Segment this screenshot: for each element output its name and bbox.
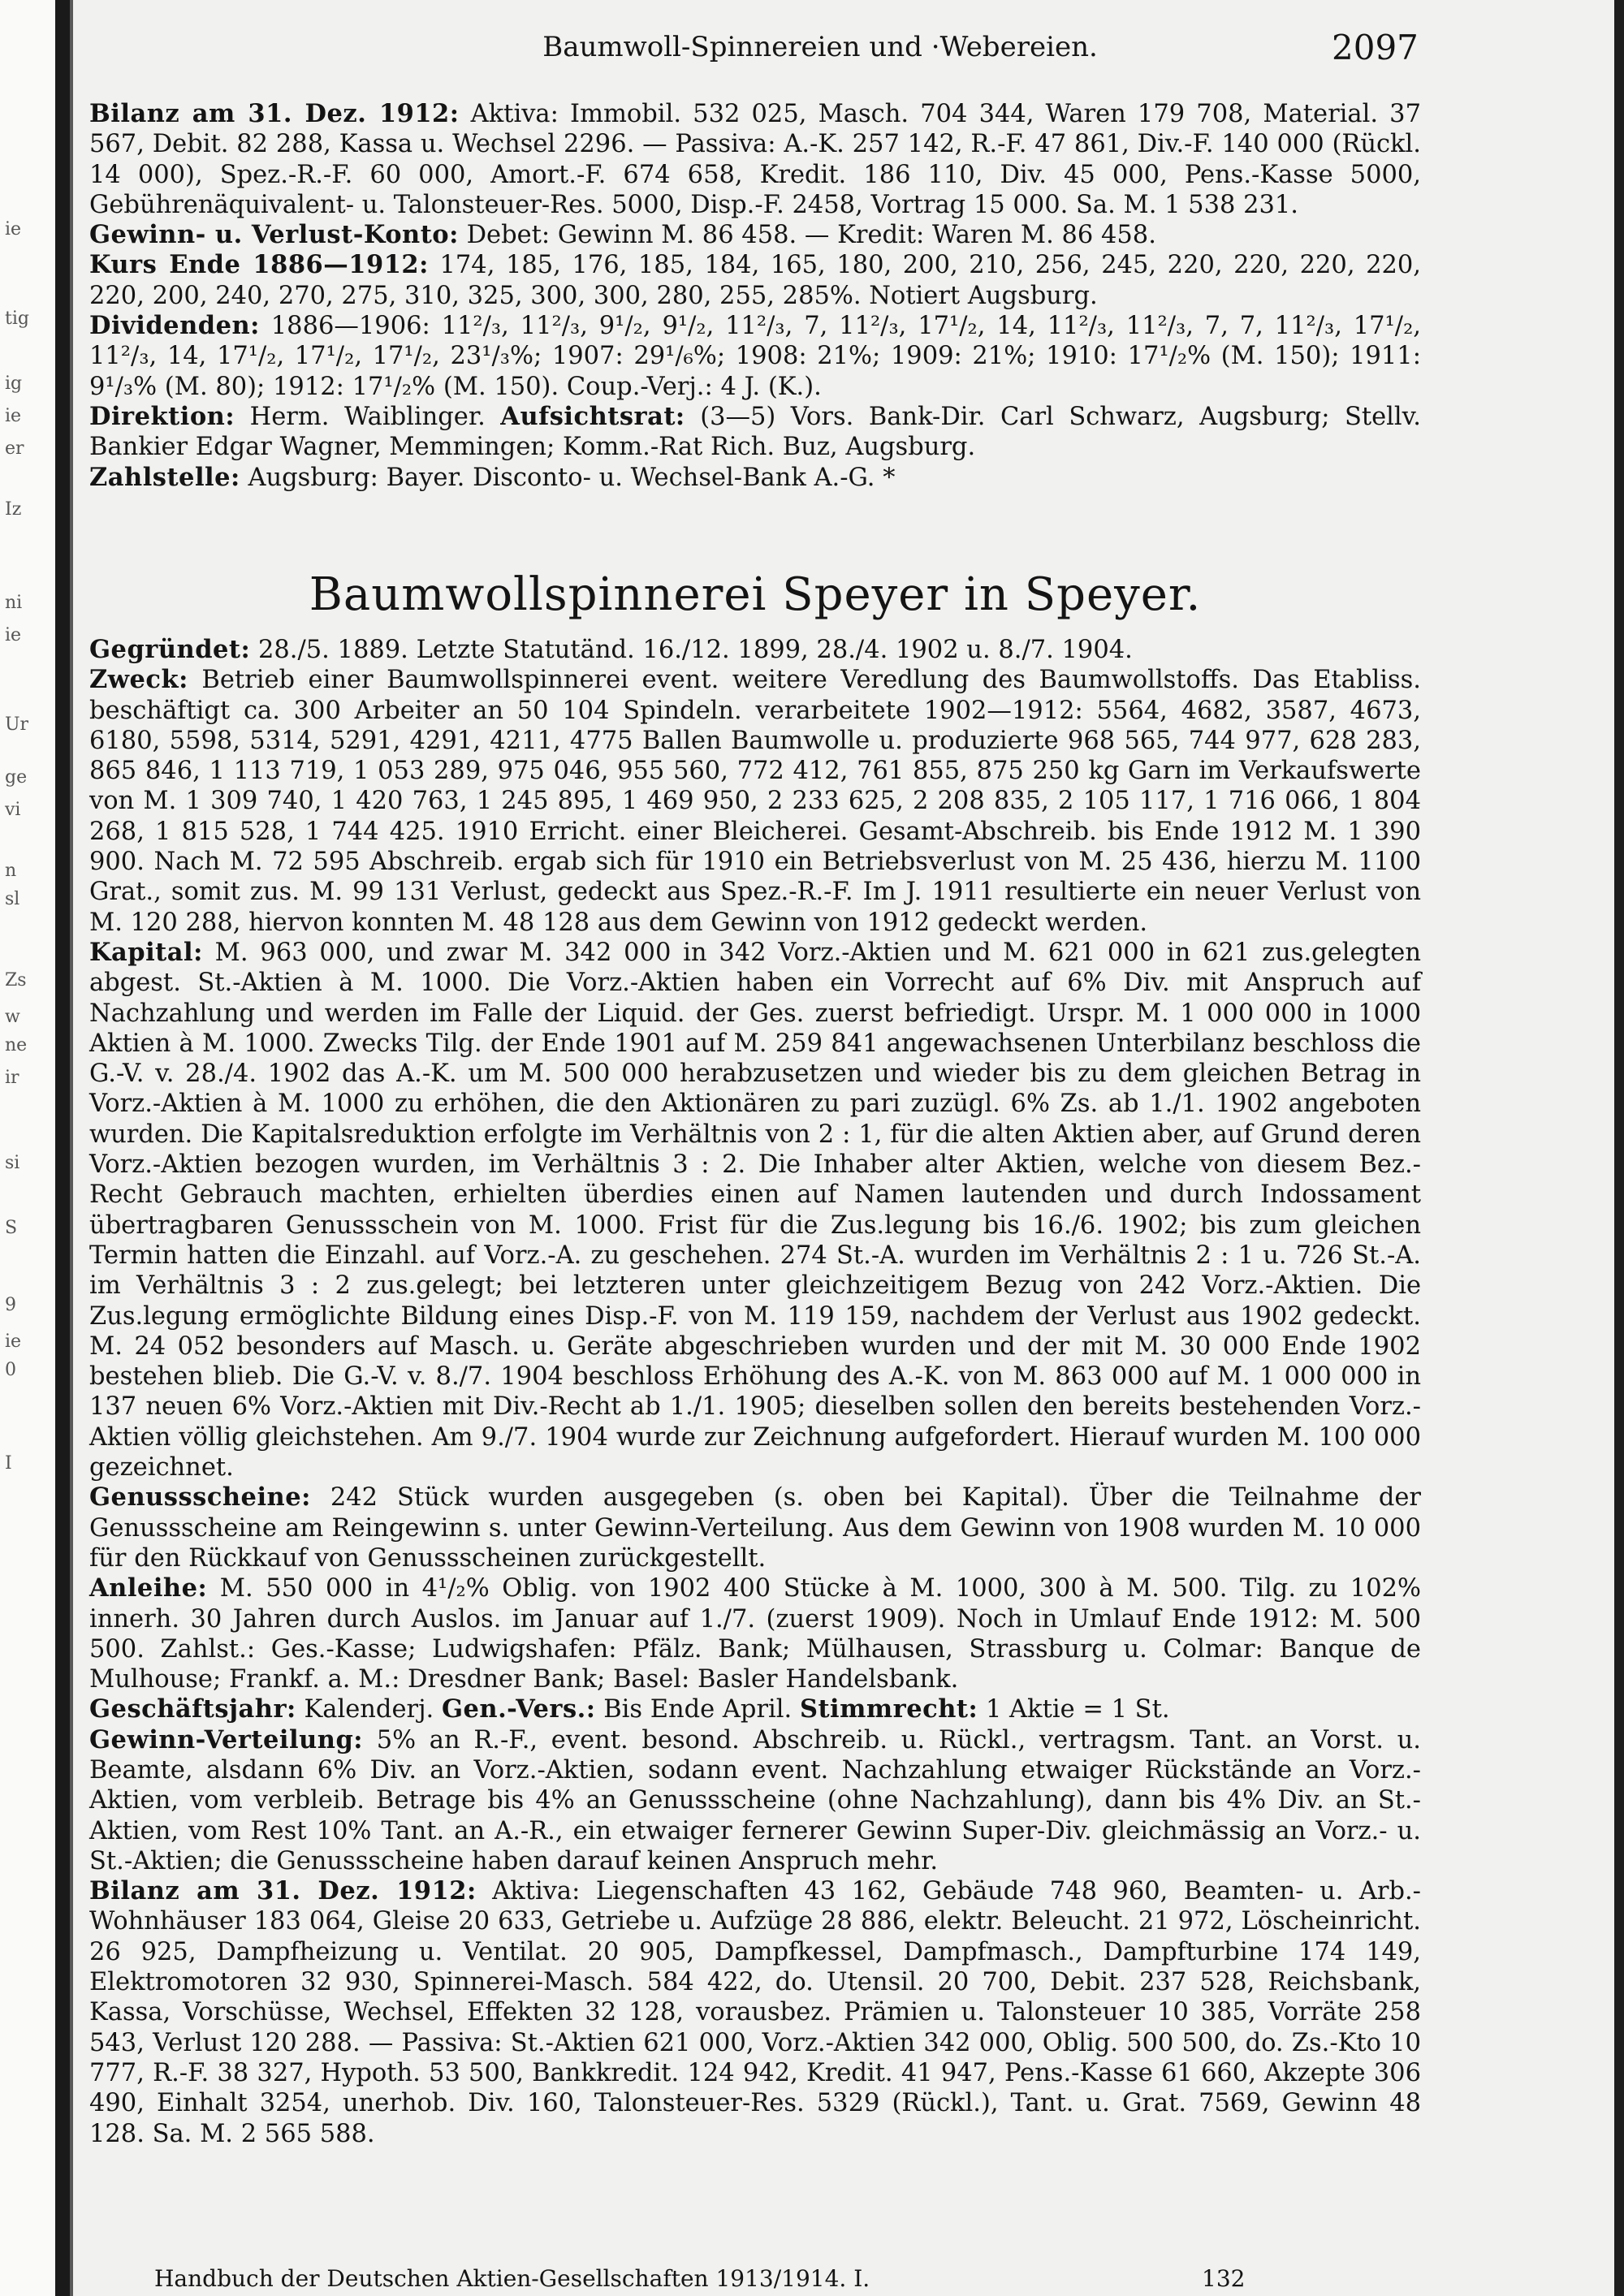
section-text: M. 963 000, und zwar M. 342 000 in 342 Vorz.-Aktien und M. 621 000 in 621 zus.gelegten abgest. St.-Aktien à M. 1000. Die Vorz.-Aktien haben ein Vorrecht auf 6% Div. mit Anspruch auf Nachzahlung und werden im Falle der Liquid. der Ges. zuerst befriedigt. Urspr. M. 1 000 000 in 1000 Aktien à M. 1000. Zwecks Tilg. der Ende 1901 auf M. 259 841 angewachsenen Unterbilanz beschloss die G.-V. v. 28./4. 1902 das A.-K. um M. 500 000 herabzusetzen und wieder bis zu dem gleichen Betrag in Vorz.-Aktien à M. 1000 zu erhöhen, die den Aktionären zu pari zuzügl. 6% Zs. ab 1./1. 1902 angeboten wurden. Die Kapitalsreduktion erfolgte im Verhältnis von 2 : 1, für die alten Aktien aber, auf Grund deren Vorz.-Aktien bezogen wurden, im Verhältnis 3 : 2. Die Inhaber alter Aktien, welche von diesem Bez.-Recht Gebrauch machten, erhielten überdies einen auf Namen lautenden und durch Indossament übertragbaren Genussschein von M. 1000. Frist für die Zus.legung bis 16./6. 1902; bis zum gleichen Termin hatten die Einzahl. auf Vorz.-A. zu geschehen. 274 St.-A. wurden im Verhältnis 2 : 1 u. 726 St.-A. im Verhältnis 3 : 2 zus.gelegt; bei letzteren unter gleichzeitigem Bezug von 242 Vorz.-Aktien. Die Zus.legung ermöglichte Bildung eines Disp.-F. von M. 119 159, nachdem der Verlust aus 1902 gedeckt. M. 24 052 besonders auf Masch. u. Geräte abgeschrieben wurden und der mit M. 30 000 Ende 1902 bestehen blieb. Die G.-V. v. 8./7. 1904 beschloss Erhöhung des A.-K. von M. 863 000 auf M. 1 000 000 in 137 neuen 6% Vorz.-Aktien mit Div.-Recht ab 1./1. 1905; dieselben sollen den bereits bestehenden Vorz.-Aktien völlig gleichstehen. Am 9./7. 1904 wurde zur Zeichnung aufgefordert. Hierauf wurden M. 100 000 gezeichnet. [89, 938, 1421, 1482]
section-label: Kapital: [89, 937, 203, 967]
margin-fragment: ie [5, 406, 22, 426]
book-binding-shadow [55, 0, 70, 2296]
margin-fragment: ir [5, 1068, 19, 1088]
section-label: Geschäftsjahr: [89, 1694, 296, 1724]
margin-fragment: Iz [5, 499, 22, 520]
margin-fragment: ie [5, 1331, 22, 1352]
right-page-edge [1614, 0, 1624, 2296]
page-number: 2097 [1332, 28, 1419, 67]
entry-paragraph [89, 250, 1421, 311]
section-label: Kurs Ende 1886—1912: [89, 250, 429, 280]
margin-fragment: n [5, 861, 17, 881]
entry-paragraph [89, 938, 1421, 1482]
entry-paragraph [89, 463, 1421, 493]
entry-paragraph [89, 311, 1421, 402]
section-label: Bilanz am 31. Dez. 1912: [89, 1876, 477, 1906]
section-text: 1886—1906: 11²/₃, 11²/₃, 9¹/₂, 9¹/₂, 11²/₃, 7, 11²/₃, 17¹/₂, 14, 11²/₃, 11²/₃, 7, 7, 11²/₃, 17¹/₂, 11²/₃, 14, 17¹/₂, 17¹/₂, 17¹/₂, 23¹/₃%; 1907: 29¹/₆%; 1908: 21%; 1909: 21%; 1910: 17¹/₂% (M. 150); 1911: 9¹/₃% (M. 80); 1912: 17¹/₂% (M. 150). Coup.-Verj.: 4 J. (K.). [89, 312, 1421, 401]
sheet-number: 132 [1202, 2265, 1246, 2292]
section-text: 28./5. 1889. Letzte Statutänd. 16./12. 1899, 28./4. 1902 u. 8./7. 1904. [250, 636, 1133, 664]
margin-fragment: ni [5, 593, 23, 613]
section-text: Aktiva: Immobil. 532 025, Masch. 704 344, Waren 179 708, Material. 37 567, Debit. 82 288, Kassa u. Wechsel 2296. — Passiva: A.-K. 257 142, R.-F. 47 861, Div.-F. 140 000 (Rückl. 14 000), Spez.-R.-F. 60 000, Amort.-F. 674 658, Kredit. 186 110, Div. 45 000, Pens.-Kasse 5000, Gebührenäquivalent- u. Talonsteuer-Res. 5000, Disp.-F. 2458, Vortrag 15 000. Sa. M. 1 538 231. [89, 100, 1421, 219]
margin-fragment: ge [5, 767, 28, 788]
section-text: Betrieb einer Baumwollspinnerei event. weitere Veredlung des Baumwollstoffs. Das Etabliss. beschäftigt ca. 300 Arbeiter an 50 104 Spindeln. verarbeitete 1902—1912: 5564, 4682, 3587, 4673, 6180, 5598, 5314, 5291, 4291, 4211, 4775 Ballen Baumwolle u. produzierte 968 565, 744 977, 628 283, 865 846, 1 113 719, 1 053 289, 975 046, 955 560, 772 412, 761 855, 875 250 kg Garn im Verkaufswerte von M. 1 309 740, 1 420 763, 1 245 895, 1 469 950, 2 233 625, 2 208 835, 2 105 117, 1 716 066, 1 804 268, 1 815 528, 1 744 425. 1910 Erricht. einer Bleicherei. Gesamt-Abschreib. bis Ende 1912 M. 1 390 900. Nach M. 72 595 Abschreib. ergab sich für 1910 ein Betriebsverlust von M. 25 436, hierzu M. 1100 Grat., somit zus. M. 99 131 Verlust, gedeckt aus Spez.-R.-F. Im J. 1911 resultierte ein neuer Verlust von M. 120 288, hiervon konnten M. 48 128 aus dem Gewinn von 1912 gedeckt werden. [89, 666, 1421, 937]
entry-paragraph [89, 402, 1421, 463]
entry-paragraph [89, 1725, 1421, 1876]
company-title: Baumwollspinnerei Speyer in Speyer. [309, 568, 1202, 621]
margin-fragment: 9 [5, 1295, 16, 1315]
section-label: Zweck: [89, 665, 188, 695]
section-label: Genussscheine: [89, 1482, 311, 1513]
margin-fragment: tig [5, 309, 29, 329]
section-text: M. 550 000 in 4¹/₂% Oblig. von 1902 400 Stücke à M. 1000, 300 à M. 500. Tilg. zu 102% innerh. 30 Jahren durch Auslos. im Januar auf 1./7. (zuerst 1909). Noch in Umlauf Ende 1912: M. 500 500. Zahlst.: Ges.-Kasse; Ludwigshafen: Pfälz. Bank; Mülhausen, Strassburg u. Colmar: Banque de Mulhouse; Frankf. a. M.: Dresdner Bank; Basel: Basler Handelsbank. [89, 1574, 1421, 1694]
section-label: Bilanz am 31. Dez. 1912: [89, 99, 460, 128]
running-header: Baumwoll-Spinnereien und ·Webereien. [542, 31, 1098, 63]
section-text: 174, 185, 176, 185, 184, 165, 180, 200, 210, 256, 245, 220, 220, 220, 220, 220, 200, 240, 270, 275, 310, 325, 300, 300, 280, 255, 285%. Notiert Augsburg. [89, 251, 1421, 310]
entry-paragraph [89, 1876, 1421, 2149]
section-label: Dividenden: [89, 311, 260, 341]
adjacent-page-strip [0, 0, 57, 2296]
margin-fragment: er [5, 438, 24, 459]
section-text: (3—5) Vors. Bank-Dir. Carl Schwarz, Augsburg; Stellv. Bankier Edgar Wagner, Memmingen; Komm.-Rat Rich. Buz, Augsburg. [89, 402, 1421, 462]
entry-paragraph [89, 220, 1421, 250]
margin-fragment: 0 [5, 1360, 16, 1380]
margin-fragment: ne [5, 1035, 28, 1055]
section-text: Debet: Gewinn M. 86 458. — Kredit: Waren M. 86 458. [458, 221, 1156, 250]
page-edge [70, 0, 73, 2296]
section-label: Gegründet: [89, 635, 251, 664]
section-text: 5% an R.-F., event. besond. Abschreib. u. Rückl., vertragsm. Tant. an Vorst. u. Beamte, alsdann 6% Div. an Vorz.-Aktien, sodann event. Nachzahlung etwaiger Rückstände an Vorz.-Aktien, vom verbleib. Betrage bis 4% an Genussscheine (ohne Nachzahlung), dann bis 4% Div. an St.-Aktien, vom Rest 10% Tant. an A.-R., ein etwaiger fernerer Gewinn Super-Div. gleichmässig an Vorz.- u. St.-Aktien; die Genussscheine haben darauf keinen Anspruch mehr. [89, 1725, 1421, 1875]
margin-fragment: I [5, 1453, 12, 1474]
company-entry [89, 635, 1421, 2149]
entry-paragraph [89, 1573, 1421, 1694]
margin-fragment: si [5, 1153, 20, 1173]
section-text: Kalenderj. [296, 1695, 442, 1724]
margin-fragment: Ur [5, 714, 29, 735]
section-label: Direktion: [89, 401, 235, 431]
entry-paragraph [89, 635, 1421, 665]
section-label: Gewinn- u. Verlust-Konto: [89, 220, 459, 250]
margin-fragment: ie [5, 219, 22, 240]
margin-fragment: w [5, 1007, 20, 1027]
publication-title: Handbuch der Deutschen Aktien-Gesellschaften 1913/1914. I. [154, 2265, 870, 2292]
entry-paragraph [89, 99, 1421, 220]
previous-entry [89, 99, 1421, 493]
margin-fragment: ig [5, 373, 23, 394]
margin-fragment: sl [5, 889, 20, 909]
margin-fragment: ie [5, 625, 22, 645]
section-label: Aufsichtsrat: [500, 401, 685, 431]
section-text: 242 Stück wurden ausgegeben (s. oben bei Kapital). Über die Teilnahme der Genussscheine am Reingewinn s. unter Gewinn-Verteilung. Aus dem Gewinn von 1908 wurden M. 10 000 für den Rückkauf von Genussscheinen zurückgestellt. [89, 1483, 1421, 1573]
margin-fragment: S [5, 1218, 18, 1238]
section-text: Bis Ende April. [595, 1695, 800, 1724]
margin-fragment: Zs [5, 970, 27, 990]
entry-paragraph [89, 665, 1421, 938]
entry-paragraph [89, 1694, 1421, 1724]
section-label: Gen.-Vers.: [441, 1694, 596, 1724]
section-text: 1 Aktie = 1 St. [978, 1695, 1170, 1724]
entry-paragraph [89, 1482, 1421, 1573]
section-text: Aktiva: Liegenschaften 43 162, Gebäude 748 960, Beamten- u. Arb.-Wohnhäuser 183 064, Gleise 20 633, Getriebe u. Aufzüge 28 886, elektr. Beleucht. 21 972, Löscheinricht. 26 925, Dampfheizung u. Ventilat. 20 905, Dampfkessel, Dampfmasch., Dampfturbine 174 149, Elektromotoren 32 930, Spinnerei-Masch. 584 422, do. Utensil. 20 700, Debit. 237 528, Reichsbank, Kassa, Vorschüsse, Wechsel, Effekten 32 128, vorausbez. Prämien u. Talonsteuer 10 385, Vorräte 258 543, Verlust 120 288. — Passiva: St.-Aktien 621 000, Vorz.-Aktien 342 000, Oblig. 500 500, do. Zs.-Kto 10 777, R.-F. 38 327, Hypoth. 53 500, Bankkredit. 124 942, Kredit. 41 947, Pens.-Kasse 61 660, Akzepte 306 490, Einhalt 3254, unerhob. Div. 160, Talonsteuer-Res. 5329 (Rückl.), Tant. u. Grat. 7569, Gewinn 48 128. Sa. M. 2 565 588. [89, 1877, 1421, 2148]
margin-fragment: vi [5, 800, 21, 820]
section-label: Zahlstelle: [89, 462, 240, 492]
section-text: Augsburg: Bayer. Disconto- u. Wechsel-Bank A.-G. * [240, 463, 896, 492]
section-text: Herm. Waiblinger. [235, 402, 501, 431]
section-label: Stimmrecht: [799, 1694, 978, 1724]
section-label: Gewinn-Verteilung: [89, 1724, 364, 1754]
section-label: Anleihe: [89, 1573, 208, 1603]
